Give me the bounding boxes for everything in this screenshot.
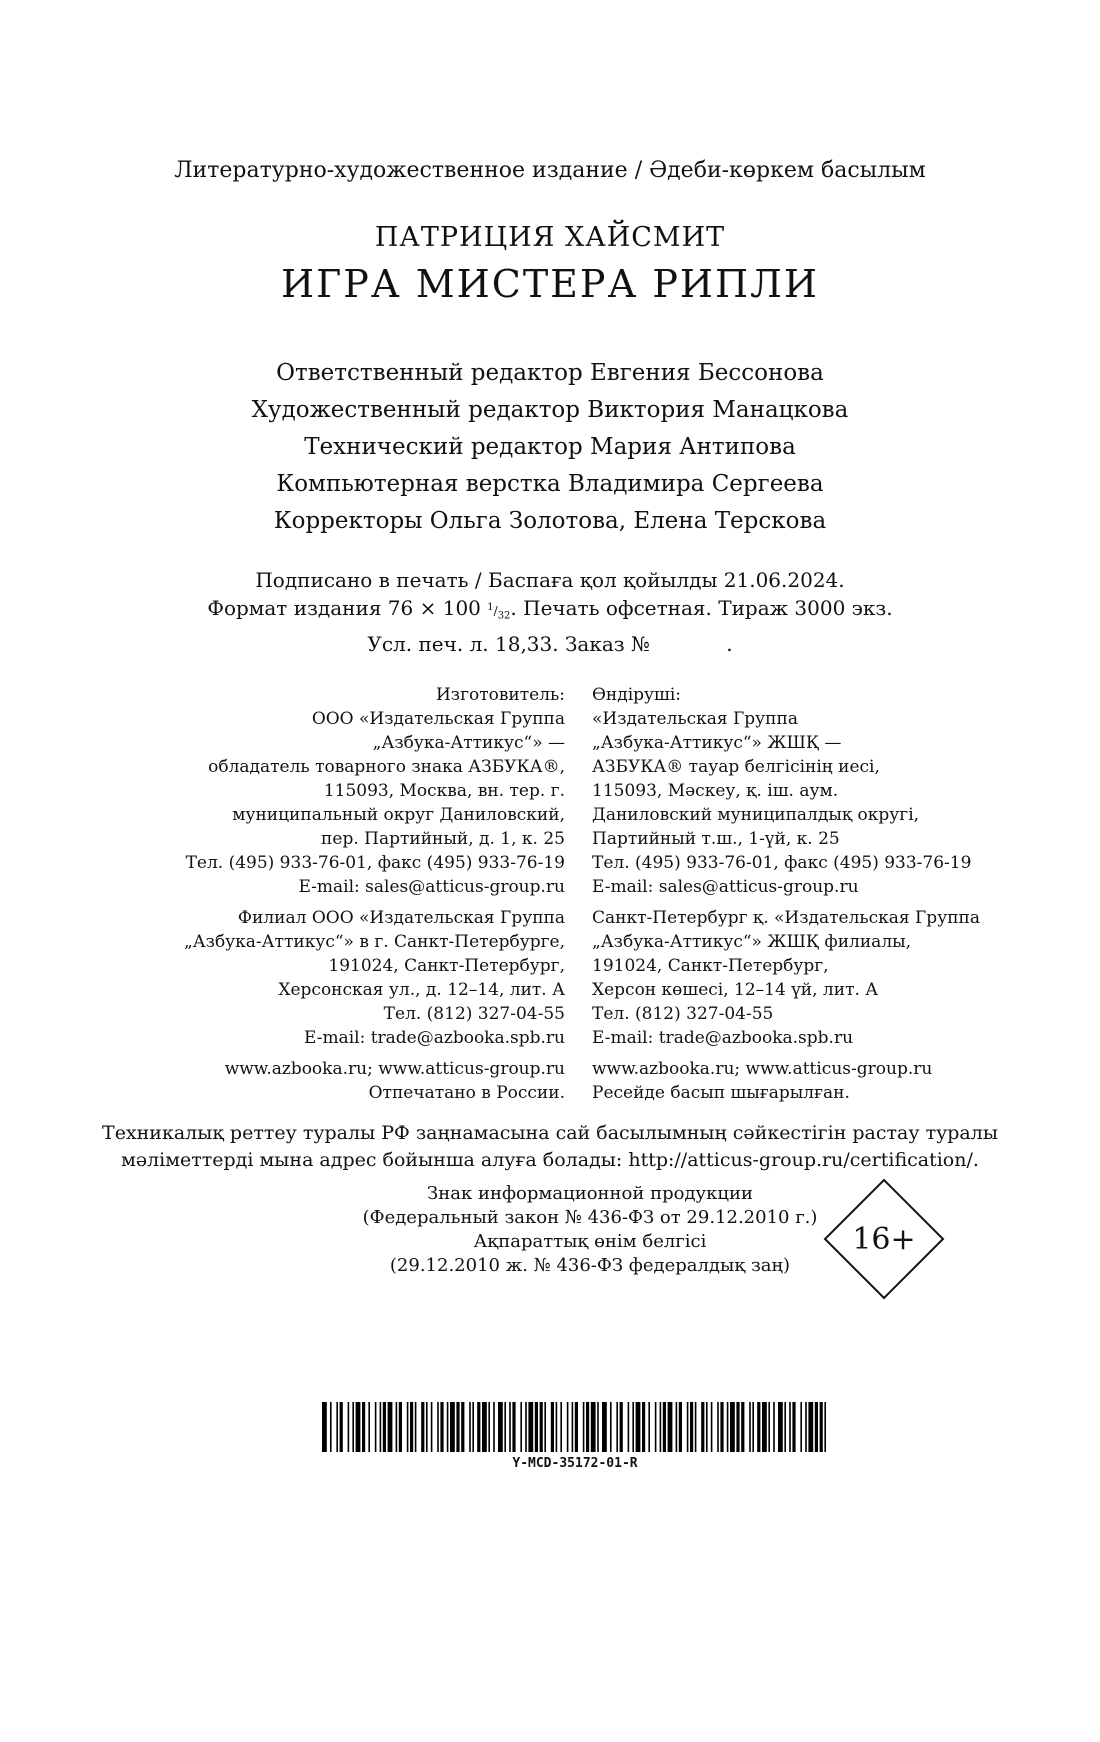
imprint-line: Херсон көшесі, 12–14 үй, лит. А bbox=[592, 980, 879, 1000]
imprint-line: E-mail: sales@atticus-group.ru bbox=[298, 877, 565, 897]
certification-line: Техникалық реттеу туралы РФ заңнамасына сай басылымның сәйкестігін растау туралы bbox=[102, 1122, 998, 1144]
imprint-line: „Азбука-Аттикус“» ЖШҚ — bbox=[592, 733, 842, 753]
sign-line: (Федеральный закон № 436-ФЗ от 29.12.2010 г.) bbox=[362, 1207, 818, 1228]
barcode-bar bbox=[752, 1402, 754, 1452]
imprint-line: E-mail: sales@atticus-group.ru bbox=[592, 877, 859, 897]
barcode bbox=[322, 1402, 828, 1452]
barcode-bar bbox=[399, 1402, 402, 1452]
barcode-bar bbox=[493, 1402, 495, 1452]
branch-block-ru bbox=[135, 906, 565, 1050]
barcode-bar bbox=[679, 1402, 682, 1452]
barcode-bar bbox=[560, 1402, 562, 1452]
imprint-line: 191024, Санкт-Петербург, bbox=[592, 956, 829, 976]
imprint-line: www.azbooka.ru; www.atticus-group.ru bbox=[592, 1059, 933, 1079]
imprint-line: Тел. (812) 327-04-55 bbox=[592, 1004, 774, 1024]
barcode-bar bbox=[800, 1402, 802, 1452]
barcode-bar bbox=[540, 1402, 543, 1452]
credit-line: Корректоры Ольга Золотова, Елена Терскова bbox=[273, 508, 827, 534]
barcode-bar bbox=[620, 1402, 623, 1452]
barcode-bar bbox=[528, 1402, 533, 1452]
barcode-bar bbox=[426, 1402, 428, 1452]
barcode-bar bbox=[410, 1402, 413, 1452]
barcode-bar bbox=[504, 1402, 506, 1452]
imprint-line: Партийный т.ш., 1-үй, к. 25 bbox=[592, 829, 840, 849]
book-title: ИГРА МИСТЕРА РИПЛИ bbox=[280, 262, 820, 306]
imprint-line: ООО «Издательская Группа bbox=[311, 709, 565, 729]
imprint-line: 191024, Санкт-Петербург, bbox=[328, 956, 565, 976]
barcode-bar bbox=[461, 1402, 464, 1452]
barcode-bar bbox=[815, 1402, 818, 1452]
barcode-bar bbox=[591, 1402, 596, 1452]
fraction-separator: / bbox=[493, 604, 498, 618]
imprint-line: Санкт-Петербург қ. «Издательская Группа bbox=[592, 908, 980, 928]
barcode-bar bbox=[711, 1402, 713, 1452]
barcode-bar bbox=[362, 1402, 365, 1452]
barcode-bar bbox=[628, 1402, 630, 1452]
barcode-bar bbox=[525, 1402, 527, 1452]
barcode-bar bbox=[706, 1402, 708, 1452]
barcode-bar bbox=[551, 1402, 554, 1452]
barcode-bar bbox=[575, 1402, 578, 1452]
manufacturer-block-kz bbox=[592, 683, 1022, 899]
imprint-line: Тел. (495) 933-76-01, факс (495) 933-76-19 bbox=[185, 853, 565, 873]
barcode-bar bbox=[789, 1402, 791, 1452]
barcode-bar bbox=[717, 1402, 719, 1452]
barcode-bar bbox=[655, 1402, 657, 1452]
barcode-bar bbox=[482, 1402, 487, 1452]
barcode-bar bbox=[676, 1402, 678, 1452]
barcode-bar bbox=[701, 1402, 704, 1452]
imprint-line: „Азбука-Аттикус“» в г. Санкт-Петербурге, bbox=[183, 932, 565, 952]
barcode-bar bbox=[583, 1402, 585, 1452]
barcode-bar bbox=[437, 1402, 439, 1452]
barcode-label: Y-MCD-35172-01-R bbox=[512, 1456, 638, 1471]
barcode-bar bbox=[421, 1402, 424, 1452]
publisher-column-kz bbox=[592, 683, 1022, 1112]
imprint-line: 115093, Мәскеу, қ. іш. аум. bbox=[592, 781, 839, 801]
imprint-line: АЗБУКА® тауар белгісінің иесі, bbox=[592, 757, 880, 777]
barcode-bar bbox=[352, 1402, 354, 1452]
barcode-bar bbox=[407, 1402, 409, 1452]
barcode-bar bbox=[687, 1402, 689, 1452]
format-fraction bbox=[487, 602, 511, 622]
credit-line: Технический редактор Мария Антипова bbox=[304, 434, 796, 460]
barcode-bar bbox=[690, 1402, 693, 1452]
imprint-line: www.azbooka.ru; www.atticus-group.ru bbox=[224, 1059, 565, 1079]
barcode-bar bbox=[512, 1402, 515, 1452]
barcode-bar bbox=[375, 1402, 377, 1452]
format-prefix: Формат издания 76 × 100 bbox=[207, 596, 488, 620]
barcode-bar bbox=[431, 1402, 433, 1452]
manufacturer-block-ru bbox=[135, 683, 565, 899]
imprint-line: Херсонская ул., д. 12–14, лит. А bbox=[278, 980, 565, 1000]
sign-line: (29.12.2010 ж. № 436-ФЗ федералдық заң) bbox=[389, 1255, 791, 1276]
barcode-bar bbox=[727, 1402, 729, 1452]
imprint-line: Филиал ООО «Издательская Группа bbox=[237, 908, 565, 928]
barcode-bar bbox=[567, 1402, 569, 1452]
genre-line: Литературно-художественное издание / Әдеби-көркем басылым bbox=[174, 158, 926, 183]
barcode-bar bbox=[330, 1402, 332, 1452]
barcode-bar bbox=[695, 1402, 697, 1452]
barcode-bar bbox=[730, 1402, 735, 1452]
barcode-bar bbox=[762, 1402, 767, 1452]
barcode-bar bbox=[356, 1402, 361, 1452]
barcode-bar bbox=[383, 1402, 386, 1452]
barcode-bar bbox=[388, 1402, 393, 1452]
information-product-sign bbox=[360, 1182, 820, 1278]
barcode-bar bbox=[663, 1402, 666, 1452]
barcode-bar bbox=[597, 1402, 599, 1452]
barcode-bar bbox=[498, 1402, 503, 1452]
barcode-bar bbox=[820, 1402, 823, 1452]
barcode-bar bbox=[368, 1402, 370, 1452]
barcode-bar bbox=[456, 1402, 459, 1452]
barcode-bar bbox=[340, 1402, 343, 1452]
credits-block bbox=[0, 355, 1100, 540]
barcode-bar bbox=[616, 1402, 618, 1452]
imprint-line: E-mail: trade@azbooka.spb.ru bbox=[592, 1028, 854, 1048]
imprint-line: муниципальный округ Даниловский, bbox=[232, 805, 565, 825]
barcode-bar bbox=[648, 1402, 650, 1452]
barcode-bar bbox=[322, 1402, 327, 1452]
publisher-column-ru bbox=[135, 683, 565, 1112]
barcode-bar bbox=[602, 1402, 607, 1452]
barcode-bar bbox=[757, 1402, 760, 1452]
web-block-ru bbox=[135, 1057, 565, 1105]
barcode-bar bbox=[336, 1402, 338, 1452]
imprint-line: «Издательская Группа bbox=[592, 709, 798, 729]
credit-line: Художественный редактор Виктория Манацкова bbox=[251, 397, 849, 423]
imprint-line: пер. Партийный, д. 1, к. 25 bbox=[321, 829, 565, 849]
imprint-line: Тел. (812) 327-04-55 bbox=[383, 1004, 565, 1024]
barcode-bar bbox=[396, 1402, 398, 1452]
barcode-bar bbox=[586, 1402, 589, 1452]
barcode-bar bbox=[415, 1402, 417, 1452]
barcode-bar bbox=[572, 1402, 574, 1452]
barcode-bar bbox=[544, 1402, 546, 1452]
signed-line: Подписано в печать / Баспаға қол қойылды 21.06.2024. bbox=[255, 568, 845, 592]
barcode-bar bbox=[556, 1402, 558, 1452]
barcode-bar bbox=[520, 1402, 522, 1452]
barcode-bar bbox=[808, 1402, 813, 1452]
imprint-line: „Азбука-Аттикус“» — bbox=[372, 733, 565, 753]
web-block-kz bbox=[592, 1057, 1022, 1105]
barcode-bar bbox=[447, 1402, 449, 1452]
barcode-bar bbox=[749, 1402, 751, 1452]
barcode-bar bbox=[535, 1402, 538, 1452]
imprint-line: 115093, Москва, вн. тер. г. bbox=[323, 781, 565, 801]
barcode-bar bbox=[488, 1402, 490, 1452]
imprint-line: Отпечатано в России. bbox=[368, 1083, 565, 1103]
barcode-bar bbox=[380, 1402, 382, 1452]
barcode-bar bbox=[440, 1402, 443, 1452]
barcode-bar bbox=[784, 1402, 786, 1452]
author-name: ПАТРИЦИЯ ХАЙСМИТ bbox=[374, 222, 726, 253]
imprint-line: Өндіруші: bbox=[592, 685, 682, 705]
barcode-bar bbox=[720, 1402, 723, 1452]
barcode-bar bbox=[778, 1402, 783, 1452]
age-rating-label: 16+ bbox=[852, 1222, 916, 1257]
barcode-bar bbox=[610, 1402, 612, 1452]
sign-line: Ақпараттық өнім белгісі bbox=[473, 1231, 707, 1252]
barcode-bar bbox=[805, 1402, 807, 1452]
barcode-bar bbox=[741, 1402, 744, 1452]
barcode-bar bbox=[768, 1402, 770, 1452]
barcode-bar bbox=[472, 1402, 474, 1452]
certification-note bbox=[0, 1120, 1100, 1174]
fraction-numerator: 1 bbox=[487, 602, 494, 613]
barcode-bar bbox=[348, 1402, 350, 1452]
imprint-line: Изготовитель: bbox=[435, 685, 565, 705]
fraction-denominator: 32 bbox=[497, 610, 511, 622]
barcode-bar bbox=[660, 1402, 662, 1452]
barcode-bar bbox=[824, 1402, 826, 1452]
barcode-bar bbox=[736, 1402, 739, 1452]
credit-line: Компьютерная верстка Владимира Сергеева bbox=[276, 471, 824, 497]
credit-line: Ответственный редактор Евгения Бессонова bbox=[276, 360, 824, 386]
imprint-line: Ресейде басып шығарылған. bbox=[592, 1083, 850, 1103]
barcode-bar bbox=[642, 1402, 645, 1452]
barcode-bar bbox=[636, 1402, 641, 1452]
barcode-bar bbox=[450, 1402, 455, 1452]
print-info bbox=[0, 566, 1100, 658]
branch-block-kz bbox=[592, 906, 1022, 1050]
age-rating-badge bbox=[823, 1178, 945, 1300]
certification-line: мәліметтерді мына адрес бойынша алуға болады: http://atticus-group.ru/certification/. bbox=[121, 1149, 979, 1171]
imprint-line: Даниловский муниципалдық округі, bbox=[592, 805, 920, 825]
barcode-bar bbox=[792, 1402, 795, 1452]
imprint-line: Тел. (495) 933-76-01, факс (495) 933-76-19 bbox=[592, 853, 972, 873]
format-line bbox=[0, 594, 1100, 630]
imprint-line: обладатель товарного знака АЗБУКА®, bbox=[208, 757, 565, 777]
imprint-line: „Азбука-Аттикус“» ЖШҚ филиалы, bbox=[592, 932, 912, 952]
barcode-bar bbox=[509, 1402, 511, 1452]
imprint-line: E-mail: trade@azbooka.spb.ru bbox=[303, 1028, 565, 1048]
sign-line: Знак информационной продукции bbox=[427, 1183, 753, 1204]
barcode-bar bbox=[469, 1402, 471, 1452]
format-suffix: . Печать офсетная. Тираж 3000 экз. bbox=[510, 596, 893, 620]
barcode-bar bbox=[668, 1402, 673, 1452]
barcode-bar bbox=[477, 1402, 480, 1452]
barcode-bar bbox=[773, 1402, 775, 1452]
sheets-line: Усл. печ. л. 18,33. Заказ № . bbox=[367, 632, 733, 657]
barcode-bar bbox=[632, 1402, 634, 1452]
